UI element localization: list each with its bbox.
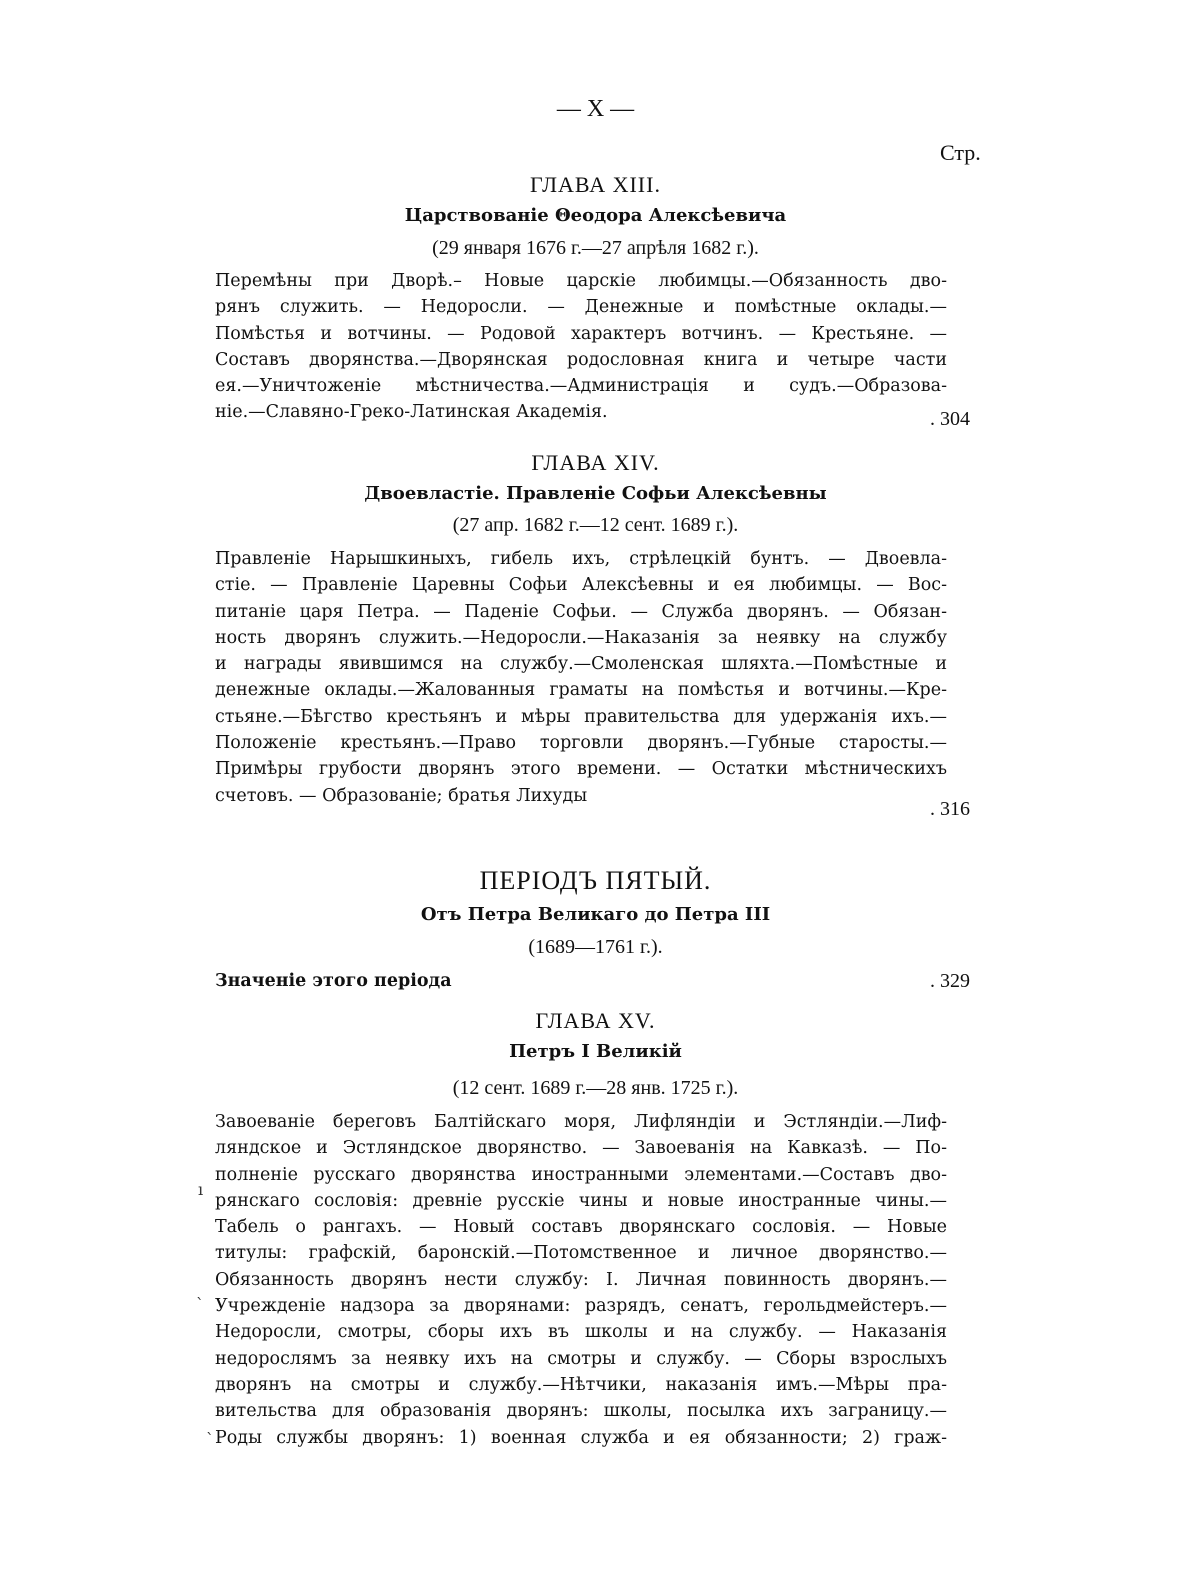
page-column-label: Стр.	[940, 140, 981, 165]
chapter-title: Петръ I Великій	[509, 1041, 682, 1062]
contents-line: ея.—Уничтоженіе мѣстничества.—Администрація и судъ.—Образова-	[215, 376, 947, 397]
period-significance: Значеніе этого періода	[215, 971, 452, 991]
contents-line: и награды явившимся на службу.—Смоленская шляхта.—Помѣстные и	[215, 654, 947, 675]
chapter-contents	[215, 546, 947, 809]
period-dates: (1689—1761 г.).	[528, 936, 663, 958]
contents-line: титулы: графскій, баронскій.—Потомственное и личное дворянство.—	[215, 1243, 947, 1264]
contents-line: стьяне.—Бѣгство крестьянъ и мѣры правительства для удержанія ихъ.—	[215, 706, 947, 727]
contents-line: Роды службы дворянъ: 1) военная служба и ея обязанности; 2) граж-	[215, 1427, 947, 1448]
contents-line: Примѣры грубости дворянъ этого времени. — Остатки мѣстническихъ	[215, 759, 947, 780]
contents-line: Табель о рангахъ. — Новый составъ дворянскаго сословія. — Новые	[215, 1217, 947, 1238]
contents-line: Правленіе Нарышкиныхъ, гибель ихъ, стрѣлецкій бунтъ. — Двоевла-	[215, 549, 947, 569]
contents-line: Помѣстья и вотчины. — Родовой характеръ вотчинъ. — Крестьяне. —	[215, 323, 947, 344]
contents-line: полненіе русскаго дворянства иностранными элементами.—Составъ дво-	[215, 1164, 947, 1185]
page-reference: . 329	[930, 970, 970, 992]
contents-line: недорослямъ за неявку ихъ на смотры и службу. — Сборы взрослыхъ	[215, 1348, 947, 1369]
contents-line: Недоросли, смотры, сборы ихъ въ школы и на службу. — Наказанія	[215, 1322, 947, 1343]
scan-mark: ˋ	[196, 1295, 204, 1314]
chapter-heading: ГЛАВА XIII.	[530, 172, 661, 197]
chapter-heading: ГЛАВА XIV.	[531, 450, 660, 475]
contents-line: счетовъ. — Образованіе; братья Лихуды	[215, 785, 588, 806]
contents-line: ніе.—Славяно-Греко-Латинская Академія.	[215, 402, 608, 423]
contents-line: рянъ служить. — Недоросли. — Денежные и помѣстные оклады.—	[215, 297, 947, 318]
scan-mark: ı	[198, 1180, 204, 1199]
page-reference: . 316	[930, 798, 970, 820]
period-heading: ПЕРІОДЪ ПЯТЫЙ.	[479, 866, 712, 895]
contents-line: Обязанность дворянъ нести службу: I. Личная повинность дворянъ.—	[215, 1269, 947, 1290]
chapter-heading: ГЛАВА XV.	[535, 1008, 656, 1033]
chapter-dates: (12 сент. 1689 г.—28 янв. 1725 г.).	[452, 1077, 739, 1099]
contents-line: Завоеваніе береговъ Балтійскаго моря, Лифляндіи и Эстляндіи.—Лиф-	[215, 1112, 947, 1132]
contents-line: Учрежденіе надзора за дворянами: разрядъ, сенатъ, герольдмейстеръ.—	[215, 1296, 947, 1317]
chapter-dates: (27 апр. 1682 г.—12 сент. 1689 г.).	[452, 514, 739, 536]
contents-line: стіе. — Правленіе Царевны Софьи Алексѣевны и ея любимцы. — Вос-	[215, 575, 947, 596]
contents-line: денежные оклады.—Жалованныя граматы на помѣстья и вотчины.—Кре-	[215, 680, 947, 701]
chapter-contents	[215, 268, 947, 426]
contents-line: Составъ дворянства.—Дворянская родословная книга и четыре части	[215, 349, 947, 370]
contents-line: вительства для образованія дворянъ: школы, посылка ихъ заграницу.—	[215, 1401, 947, 1422]
contents-line: Перемѣны при Дворѣ.– Новые царскіе любимцы.—Обязанность дво-	[215, 271, 947, 291]
contents-line: питаніе царя Петра. — Паденіе Софьи. — Служба дворянъ. — Обязан-	[215, 601, 947, 622]
scan-mark: ˋ	[206, 1430, 214, 1449]
chapter-contents	[215, 1109, 947, 1451]
page-number: — X —	[556, 96, 635, 122]
chapter-dates: (29 января 1676 г.—27 апрѣля 1682 г.).	[432, 237, 759, 259]
contents-line: ляндское и Эстляндское дворянство. — Завоеванія на Кавказѣ. — По-	[215, 1138, 947, 1159]
period-title: Отъ Петра Великаго до Петра III	[420, 904, 771, 925]
contents-line: дворянъ на смотры и службу.—Нѣтчики, наказанія имъ.—Мѣры пра-	[215, 1374, 947, 1395]
page-reference: . 304	[930, 408, 970, 430]
contents-line: рянскаго сословія: древніе русскіе чины и новые иностранные чины.—	[215, 1190, 947, 1211]
contents-line: ность дворянъ служить.—Недоросли.—Наказанія за неявку на службу	[215, 627, 947, 648]
contents-line: Положеніе крестьянъ.—Право торговли дворянъ.—Губные старосты.—	[215, 733, 947, 754]
chapter-title: Царствованіе Θеодора Алексѣевича	[404, 205, 787, 226]
chapter-title: Двоевластіе. Правленіе Софьи Алексѣевны	[364, 483, 827, 504]
